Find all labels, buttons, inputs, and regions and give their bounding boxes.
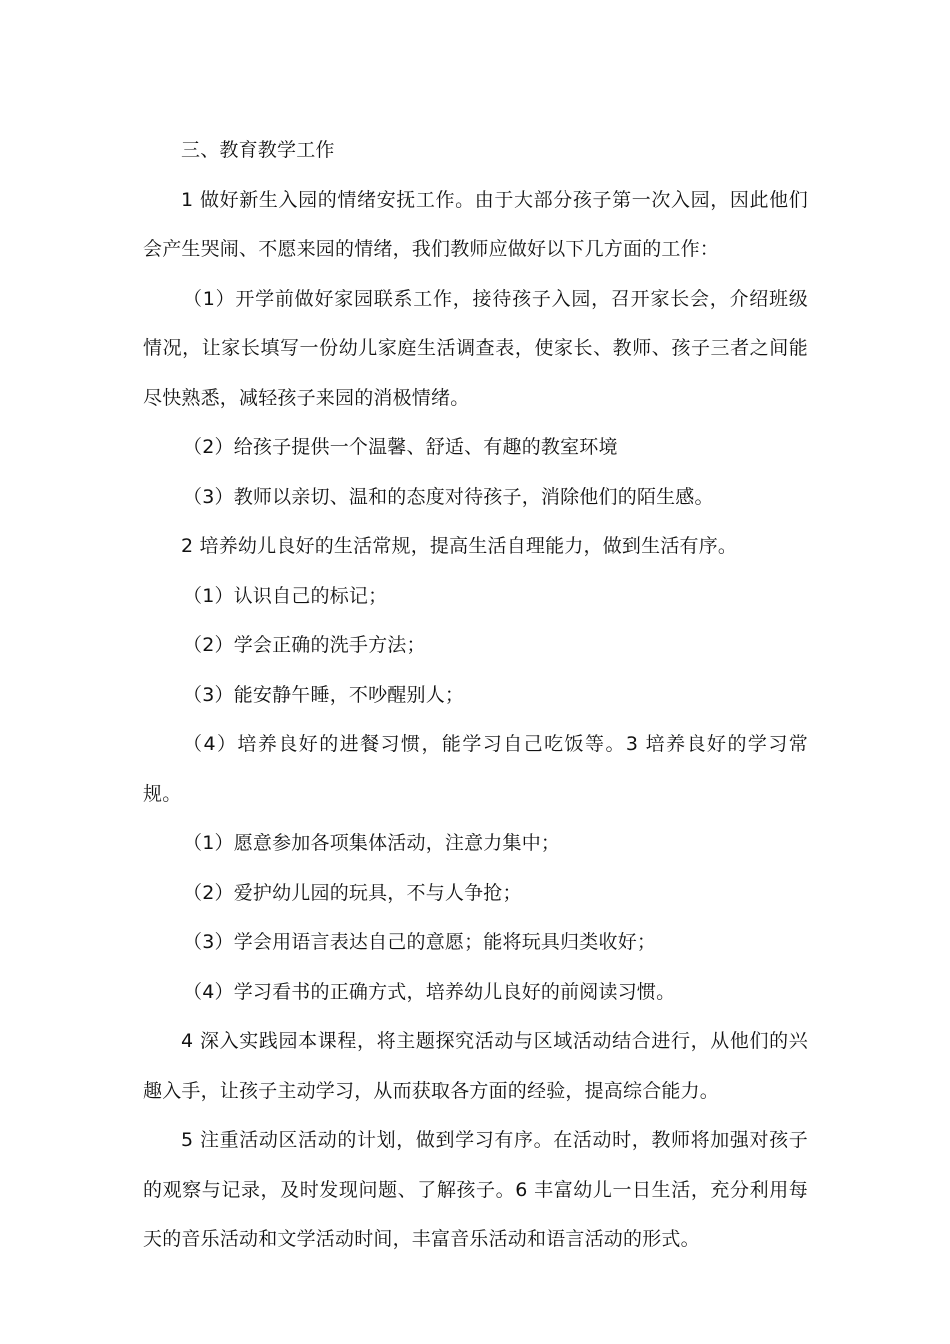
paragraph-item-3-3: （3）学会用语言表达自己的意愿；能将玩具归类收好； — [183, 931, 657, 953]
paragraph-item-2-2: （2）学会正确的洗手方法； — [183, 634, 426, 656]
paragraph-item-2: 2 培养幼儿良好的生活常规，提高生活自理能力，做到生活有序。 — [181, 535, 738, 557]
paragraph-item-1-1: （1）开学前做好家园联系工作，接待孩子入园，召开家长会，介绍班级情况，让家长填写一份幼儿家庭生活调查表，使家长、教师、孩子三者之间能尽快熟悉，减轻孩子来园的消极情绪。 — [143, 287, 808, 409]
paragraph-item-3-4: （4）学习看书的正确方式，培养幼儿良好的前阅读习惯。 — [183, 980, 676, 1003]
paragraph-item-1-3: （3）教师以亲切、温和的态度对待孩子，消除他们的陌生感。 — [183, 485, 714, 508]
paragraph-item-4: 4 深入实践园本课程，将主题探究活动与区域活动结合进行，从他们的兴趣入手，让孩子主动学习，从而获取各方面的经验，提高综合能力。 — [143, 1030, 808, 1102]
paragraph-item-2-4: （4）培养良好的进餐习惯，能学习自己吃饭等。3 培养良好的学习常规。 — [143, 733, 808, 805]
paragraph-item-2-1: （1）认识自己的标记； — [183, 584, 388, 607]
paragraph-item-1-2: （2）给孩子提供一个温馨、舒适、有趣的教室环境 — [183, 436, 618, 458]
document-body — [143, 126, 808, 1265]
paragraph-item-3-1: （1）愿意参加各项集体活动，注意力集中； — [183, 832, 561, 854]
paragraph-item-3-2: （2）爱护幼儿园的玩具，不与人争抢； — [183, 881, 522, 904]
paragraph-item-5: 5 注重活动区活动的计划，做到学习有序。在活动时，教师将加强对孩子的观察与记录，及时发现问题、了解孩子。6 丰富幼儿一日生活，充分利用每天的音乐活动和文学活动时间，丰富音乐活动和语言活动的形式。 — [143, 1129, 808, 1250]
paragraph-item-2-3: （3）能安静午睡，不吵醒别人； — [183, 683, 465, 706]
paragraph-item-1: 1 做好新生入园的情绪安抚工作。由于大部分孩子第一次入园，因此他们会产生哭闹、不愿来园的情绪，我们教师应做好以下几方面的工作： — [143, 188, 808, 260]
section-heading: 三、教育教学工作 — [181, 139, 335, 161]
